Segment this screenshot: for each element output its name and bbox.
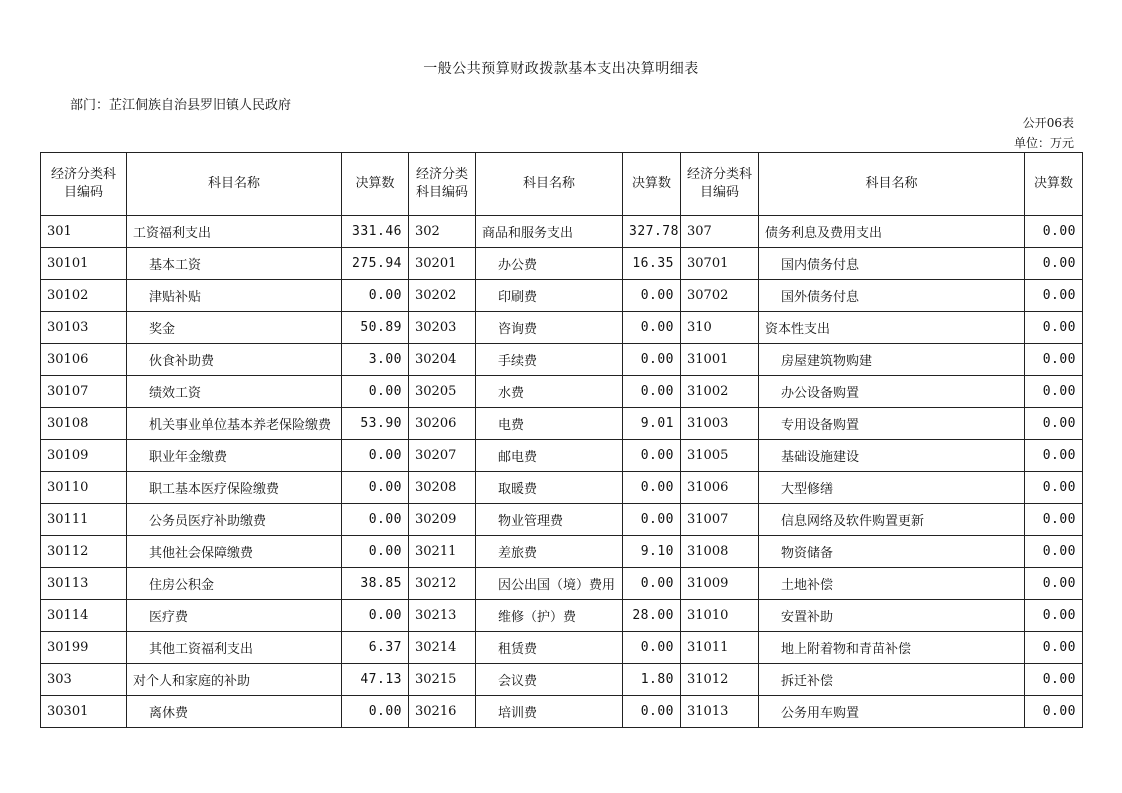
cell-code-3: 31010 (681, 600, 759, 632)
table-number: 公开06表 (1022, 116, 1074, 130)
table-row (41, 696, 1083, 728)
cell-code-2: 30204 (409, 344, 476, 376)
cell-code-2: 30215 (409, 664, 476, 696)
cell-amount-1: 0.00 (342, 600, 409, 632)
cell-name-3: 物资储备 (759, 536, 1025, 568)
cell-name-3: 公务用车购置 (759, 696, 1025, 728)
cell-amount-3: 0.00 (1025, 472, 1083, 504)
cell-name-1: 住房公积金 (127, 568, 342, 600)
cell-name-2: 咨询费 (476, 312, 623, 344)
cell-amount-1: 38.85 (342, 568, 409, 600)
cell-name-1: 津贴补贴 (127, 280, 342, 312)
header-name-2: 科目名称 (476, 153, 623, 216)
table-row (41, 312, 1083, 344)
cell-name-2: 办公费 (476, 248, 623, 280)
cell-name-2: 水费 (476, 376, 623, 408)
cell-code-1: 30114 (41, 600, 127, 632)
cell-code-2: 302 (409, 216, 476, 248)
cell-amount-2: 0.00 (623, 696, 681, 728)
cell-code-1: 30108 (41, 408, 127, 440)
header-name-1: 科目名称 (127, 153, 342, 216)
table-row (41, 248, 1083, 280)
cell-code-2: 30212 (409, 568, 476, 600)
cell-amount-1: 0.00 (342, 472, 409, 504)
cell-name-3: 房屋建筑物购建 (759, 344, 1025, 376)
cell-amount-1: 47.13 (342, 664, 409, 696)
table-row (41, 280, 1083, 312)
cell-name-3: 资本性支出 (759, 312, 1025, 344)
table-row (41, 568, 1083, 600)
cell-code-2: 30216 (409, 696, 476, 728)
cell-amount-1: 0.00 (342, 440, 409, 472)
table-row (41, 632, 1083, 664)
cell-name-1: 奖金 (127, 312, 342, 344)
cell-name-2: 会议费 (476, 664, 623, 696)
cell-name-2: 因公出国（境）费用 (476, 568, 623, 600)
cell-code-2: 30214 (409, 632, 476, 664)
cell-amount-1: 0.00 (342, 696, 409, 728)
cell-name-1: 工资福利支出 (127, 216, 342, 248)
cell-name-1: 职业年金缴费 (127, 440, 342, 472)
table-row (41, 472, 1083, 504)
cell-code-2: 30213 (409, 600, 476, 632)
cell-name-3: 专用设备购置 (759, 408, 1025, 440)
cell-name-1: 机关事业单位基本养老保险缴费 (127, 408, 342, 440)
cell-name-1: 医疗费 (127, 600, 342, 632)
cell-name-1: 其他社会保障缴费 (127, 536, 342, 568)
cell-amount-2: 0.00 (623, 312, 681, 344)
table-row (41, 376, 1083, 408)
cell-code-1: 30301 (41, 696, 127, 728)
cell-amount-3: 0.00 (1025, 216, 1083, 248)
cell-name-2: 手续费 (476, 344, 623, 376)
cell-code-3: 31012 (681, 664, 759, 696)
cell-code-2: 30208 (409, 472, 476, 504)
table-row (41, 408, 1083, 440)
cell-amount-1: 0.00 (342, 376, 409, 408)
cell-amount-3: 0.00 (1025, 504, 1083, 536)
cell-name-1: 对个人和家庭的补助 (127, 664, 342, 696)
cell-amount-3: 0.00 (1025, 568, 1083, 600)
cell-name-3: 债务利息及费用支出 (759, 216, 1025, 248)
cell-name-3: 土地补偿 (759, 568, 1025, 600)
header-code-2: 经济分类科目编码 (409, 153, 476, 216)
cell-amount-3: 0.00 (1025, 376, 1083, 408)
cell-amount-2: 0.00 (623, 504, 681, 536)
cell-name-2: 物业管理费 (476, 504, 623, 536)
cell-name-2: 邮电费 (476, 440, 623, 472)
cell-code-2: 30209 (409, 504, 476, 536)
cell-code-3: 307 (681, 216, 759, 248)
cell-name-3: 办公设备购置 (759, 376, 1025, 408)
page-title: 一般公共预算财政拨款基本支出决算明细表 (423, 61, 699, 77)
cell-code-3: 31011 (681, 632, 759, 664)
cell-amount-2: 0.00 (623, 376, 681, 408)
cell-name-1: 伙食补助费 (127, 344, 342, 376)
cell-amount-3: 0.00 (1025, 312, 1083, 344)
cell-amount-3: 0.00 (1025, 248, 1083, 280)
cell-name-3: 国内债务付息 (759, 248, 1025, 280)
cell-amount-3: 0.00 (1025, 280, 1083, 312)
cell-amount-3: 0.00 (1025, 600, 1083, 632)
header-name-3: 科目名称 (759, 153, 1025, 216)
cell-amount-2: 28.00 (623, 600, 681, 632)
cell-code-3: 31007 (681, 504, 759, 536)
cell-amount-3: 0.00 (1025, 536, 1083, 568)
cell-code-1: 30106 (41, 344, 127, 376)
cell-code-3: 30702 (681, 280, 759, 312)
cell-name-2: 差旅费 (476, 536, 623, 568)
cell-code-3: 31009 (681, 568, 759, 600)
cell-code-3: 31003 (681, 408, 759, 440)
cell-code-3: 31001 (681, 344, 759, 376)
cell-code-1: 30107 (41, 376, 127, 408)
cell-amount-3: 0.00 (1025, 632, 1083, 664)
table-row (41, 664, 1083, 696)
cell-name-2: 培训费 (476, 696, 623, 728)
header-amount-1: 决算数 (342, 153, 409, 216)
table-row (41, 504, 1083, 536)
cell-name-1: 其他工资福利支出 (127, 632, 342, 664)
cell-amount-3: 0.00 (1025, 440, 1083, 472)
cell-name-3: 国外债务付息 (759, 280, 1025, 312)
cell-amount-2: 9.01 (623, 408, 681, 440)
table-row (41, 216, 1083, 248)
cell-code-3: 310 (681, 312, 759, 344)
cell-amount-3: 0.00 (1025, 696, 1083, 728)
cell-name-1: 基本工资 (127, 248, 342, 280)
cell-amount-2: 0.00 (623, 632, 681, 664)
cell-amount-1: 275.94 (342, 248, 409, 280)
cell-name-3: 安置补助 (759, 600, 1025, 632)
cell-code-2: 30211 (409, 536, 476, 568)
cell-name-1: 职工基本医疗保险缴费 (127, 472, 342, 504)
cell-amount-2: 0.00 (623, 280, 681, 312)
cell-name-2: 取暖费 (476, 472, 623, 504)
cell-code-2: 30205 (409, 376, 476, 408)
cell-name-3: 拆迁补偿 (759, 664, 1025, 696)
header-amount-2: 决算数 (623, 153, 681, 216)
cell-code-1: 30112 (41, 536, 127, 568)
cell-amount-2: 0.00 (623, 472, 681, 504)
cell-amount-2: 16.35 (623, 248, 681, 280)
cell-code-2: 30206 (409, 408, 476, 440)
cell-code-1: 30199 (41, 632, 127, 664)
cell-name-1: 绩效工资 (127, 376, 342, 408)
cell-code-2: 30202 (409, 280, 476, 312)
cell-amount-1: 0.00 (342, 280, 409, 312)
unit-label: 单位：万元 (1013, 136, 1074, 150)
table-row (41, 344, 1083, 376)
cell-name-2: 商品和服务支出 (476, 216, 623, 248)
cell-code-1: 30103 (41, 312, 127, 344)
cell-code-1: 30102 (41, 280, 127, 312)
header-code-3: 经济分类科目编码 (681, 153, 759, 216)
cell-amount-2: 9.10 (623, 536, 681, 568)
cell-name-3: 基础设施建设 (759, 440, 1025, 472)
cell-amount-2: 327.78 (623, 216, 681, 248)
cell-amount-1: 0.00 (342, 536, 409, 568)
header-row (41, 153, 1083, 216)
cell-code-1: 30110 (41, 472, 127, 504)
cell-name-3: 大型修缮 (759, 472, 1025, 504)
cell-amount-2: 0.00 (623, 440, 681, 472)
header-amount-3: 决算数 (1025, 153, 1083, 216)
cell-amount-3: 0.00 (1025, 344, 1083, 376)
cell-name-3: 信息网络及软件购置更新 (759, 504, 1025, 536)
cell-amount-1: 0.00 (342, 504, 409, 536)
cell-code-3: 30701 (681, 248, 759, 280)
cell-amount-3: 0.00 (1025, 408, 1083, 440)
expenditure-table (40, 152, 1083, 728)
cell-amount-1: 6.37 (342, 632, 409, 664)
cell-code-2: 30207 (409, 440, 476, 472)
cell-code-3: 31002 (681, 376, 759, 408)
cell-code-3: 31006 (681, 472, 759, 504)
cell-name-2: 租赁费 (476, 632, 623, 664)
table-row (41, 600, 1083, 632)
cell-code-3: 31013 (681, 696, 759, 728)
cell-code-1: 30101 (41, 248, 127, 280)
cell-amount-1: 50.89 (342, 312, 409, 344)
cell-amount-2: 0.00 (623, 568, 681, 600)
cell-code-2: 30203 (409, 312, 476, 344)
cell-name-1: 公务员医疗补助缴费 (127, 504, 342, 536)
cell-code-1: 301 (41, 216, 127, 248)
cell-amount-2: 0.00 (623, 344, 681, 376)
cell-name-2: 印刷费 (476, 280, 623, 312)
cell-name-1: 离休费 (127, 696, 342, 728)
cell-amount-1: 331.46 (342, 216, 409, 248)
cell-name-2: 电费 (476, 408, 623, 440)
cell-code-1: 30111 (41, 504, 127, 536)
cell-code-2: 30201 (409, 248, 476, 280)
department-label: 部门：芷江侗族自治县罗旧镇人民政府 (70, 98, 292, 113)
cell-code-1: 303 (41, 664, 127, 696)
cell-amount-1: 53.90 (342, 408, 409, 440)
cell-name-3: 地上附着物和青苗补偿 (759, 632, 1025, 664)
cell-name-2: 维修（护）费 (476, 600, 623, 632)
cell-amount-2: 1.80 (623, 664, 681, 696)
table-row (41, 536, 1083, 568)
cell-amount-1: 3.00 (342, 344, 409, 376)
cell-amount-3: 0.00 (1025, 664, 1083, 696)
table-row (41, 440, 1083, 472)
cell-code-3: 31005 (681, 440, 759, 472)
cell-code-1: 30113 (41, 568, 127, 600)
header-code-1: 经济分类科目编码 (41, 153, 127, 216)
cell-code-1: 30109 (41, 440, 127, 472)
cell-code-3: 31008 (681, 536, 759, 568)
